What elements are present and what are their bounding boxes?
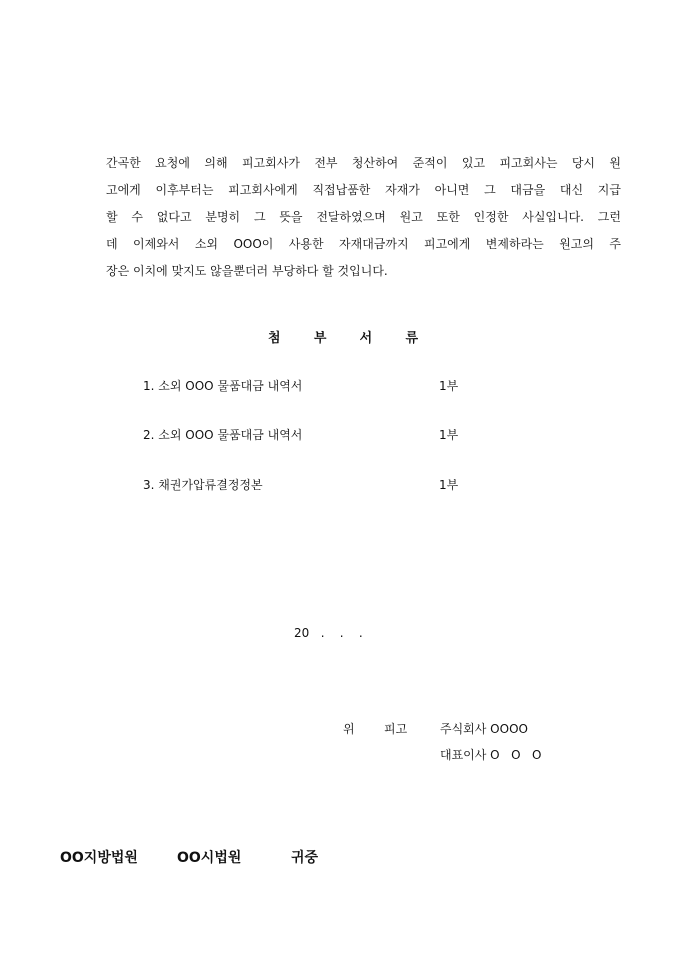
attachment-name: 2. 소외 OOO 물품대금 내역서 <box>143 428 303 442</box>
court-district: OO지방법원 <box>60 850 138 866</box>
body-line: 할 수 없다고 분명히 그 뜻을 전달하였으며 원고 또한 인정한 사실입니다. 그런 <box>106 210 621 224</box>
attachments-heading <box>268 327 418 346</box>
party-role-word: 위 <box>343 722 355 736</box>
attachments-heading-char: 류 <box>405 331 418 346</box>
court-salutation: 귀중 <box>291 850 319 866</box>
body-paragraph <box>106 150 621 285</box>
attachment-name: 3. 채권가압류결정정본 <box>143 478 263 492</box>
attachment-qty: 1부 <box>439 379 459 393</box>
body-line: 데 이제와서 소외 OOO이 사용한 자재대금까지 피고에게 변제하라는 원고의 주 <box>106 237 621 251</box>
party-role-word: 피고 <box>384 722 408 736</box>
party-company: 주식회사 OOOO <box>440 722 528 736</box>
court-branch: OO시법원 <box>177 850 242 866</box>
attachment-qty: 1부 <box>439 478 459 492</box>
party-representative: 대표이사 O O O <box>440 748 542 762</box>
body-line: 고에게 이후부터는 피고회사에게 직접납품한 자재가 아니면 그 대금을 대신 지급 <box>106 183 621 197</box>
body-line: 장은 이치에 맞지도 않을뿐더러 부당하다 할 것입니다. <box>106 264 388 278</box>
attachments-heading-char: 첨 <box>268 331 281 346</box>
attachments-heading-char: 부 <box>313 331 327 346</box>
attachment-qty: 1부 <box>439 428 459 442</box>
attachments-heading-char: 서 <box>359 331 373 346</box>
filing-date: 20 . . . <box>294 626 363 640</box>
body-line: 간곡한 요청에 의해 피고회사가 전부 청산하여 준적이 있고 피고회사는 당시 원 <box>106 156 621 170</box>
attachment-name: 1. 소외 OOO 물품대금 내역서 <box>143 379 303 393</box>
